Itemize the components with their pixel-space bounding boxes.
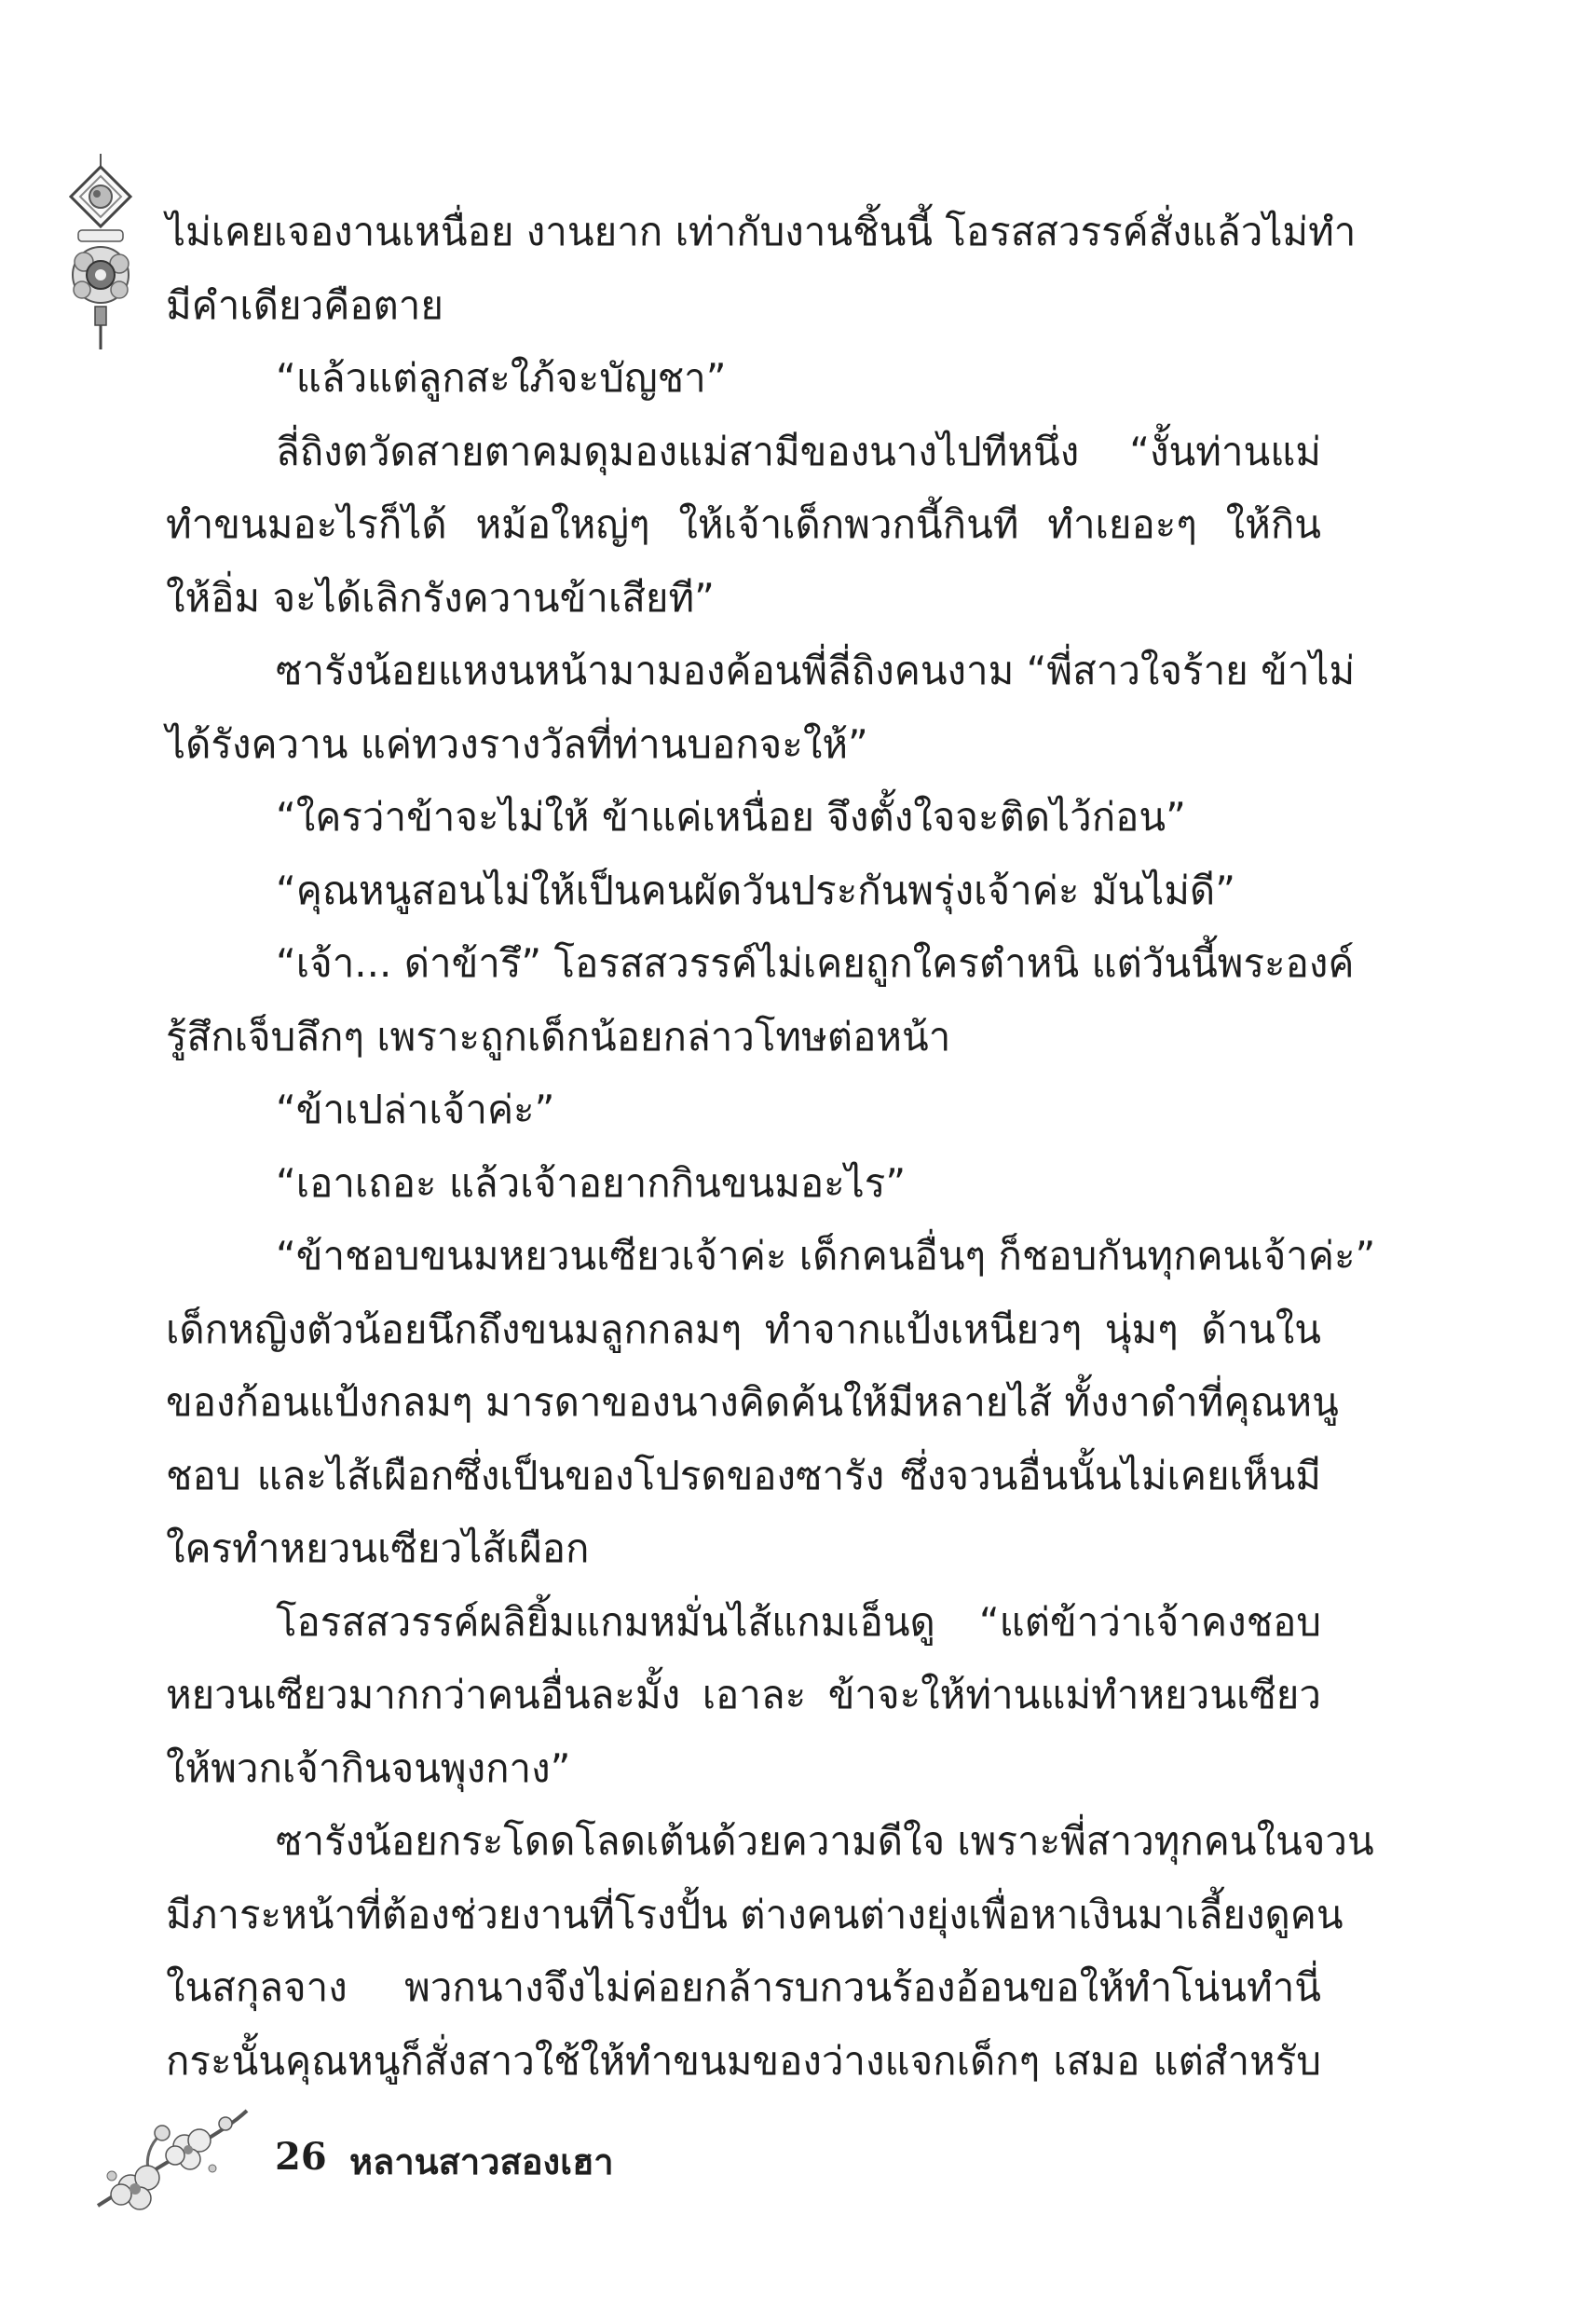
text-line: ในสกุลจาง พวกนางจึงไม่ค่อยกล้ารบกวนร้องอ้อนขอให้ทำโน่นทำนี่ — [166, 1964, 1321, 2010]
text-line: เด็กหญิงตัวน้อยนึกถึงขนมลูกกลมๆ ทำจากแป้งเหนียวๆ นุ่มๆ ด้านใน — [166, 1306, 1321, 1352]
text-line: “คุณหนูสอนไม่ให้เป็นคนผัดวันประกันพรุ่งเจ้าค่ะ มันไม่ดี” — [276, 867, 1235, 913]
text-line: “แล้วแต่ลูกสะใภ้จะบัญชา” — [276, 355, 727, 401]
text-line: “ข้าเปล่าเจ้าค่ะ” — [276, 1087, 555, 1132]
page-number: 26 — [275, 2135, 327, 2179]
text-line: ลี่ถิงตวัดสายตาคมดุมองแม่สามีของนางไปทีหนึ่ง “งั้นท่านแม่ — [276, 428, 1321, 474]
body-text — [166, 196, 1376, 2098]
text-line: มีภาระหน้าที่ต้องช่วยงานที่โรงปั้น ต่างคนต่างยุ่งเพื่อหาเงินมาเลี้ยงดูคน — [166, 1891, 1344, 1937]
text-line: ทำขนมอะไรก็ได้ หม้อใหญ่ๆ ให้เจ้าเด็กพวกนี้กินที ทำเยอะๆ ให้กิน — [166, 501, 1321, 547]
page-footer — [93, 2101, 745, 2213]
book-title: หลานสาวสองเฮา — [349, 2141, 614, 2182]
text-line: มีคำเดียวคือตาย — [166, 281, 443, 328]
text-line: ซารังน้อยกระโดดโลดเต้นด้วยความดีใจ เพราะพี่สาวทุกคนในจวน — [276, 1818, 1374, 1864]
text-line: ได้รังควาน แค่ทวงรางวัลที่ท่านบอกจะให้” — [166, 720, 868, 767]
text-line: รู้สึกเจ็บลึกๆ เพราะถูกเด็กน้อยกล่าวโทษต่อหน้า — [166, 1013, 951, 1060]
text-line: ไม่เคยเจองานเหนื่อย งานยาก เท่ากับงานชิ้นนี้ โอรสสวรรค์สั่งแล้วไม่ทำ — [166, 209, 1357, 254]
text-line: “ใครว่าข้าจะไม่ให้ ข้าแค่เหนื่อย จึงตั้งใจจะติดไว้ก่อน” — [276, 794, 1186, 840]
text-line: ชอบ และไส้เผือกซึ่งเป็นของโปรดของซารัง ซึ่งจวนอื่นนั้นไม่เคยเห็นมี — [166, 1452, 1321, 1498]
text-line: กระนั้นคุณหนูก็สั่งสาวใช้ให้ทำขนมของว่างแจกเด็กๆ เสมอ แต่สำหรับ — [166, 2037, 1321, 2084]
text-line: โอรสสวรรค์ผลิยิ้มแกมหมั่นไส้แกมเอ็นดู “แต่ข้าว่าเจ้าคงชอบ — [276, 1598, 1321, 1645]
text-line: ให้อิ่ม จะได้เลิกรังควานข้าเสียที” — [166, 574, 715, 621]
plum-blossom-icon — [93, 2101, 252, 2211]
text-line: ใครทำหยวนเซียวไส้เผือก — [166, 1525, 590, 1571]
text-line: ของก้อนแป้งกลมๆ มารดาของนางคิดค้นให้มีหลายไส้ ทั้งงาดำที่คุณหนู — [166, 1379, 1339, 1425]
text-line: “ข้าชอบขนมหยวนเซียวเจ้าค่ะ เด็กคนอื่นๆ ก็ชอบกันทุกคนเจ้าค่ะ” — [276, 1233, 1376, 1279]
text-line: หยวนเซียวมากกว่าคนอื่นละมั้ง เอาละ ข้าจะให้ท่านแม่ทำหยวนเซียว — [166, 1672, 1321, 1717]
text-line: “เอาเถอะ แล้วเจ้าอยากกินขนมอะไร” — [276, 1159, 907, 1206]
text-line: “เจ้า... ด่าข้ารึ” โอรสสวรรค์ไม่เคยถูกใครตำหนิ แต่วันนี้พระองค์ — [276, 940, 1355, 986]
text-line: ซารังน้อยแหงนหน้ามามองค้อนพี่ลี่ถิงคนงาม “พี่สาวใจร้าย ข้าไม่ — [276, 648, 1356, 693]
ornament-lantern-icon — [58, 154, 143, 349]
text-line: ให้พวกเจ้ากินจนพุงกาง” — [166, 1744, 571, 1791]
